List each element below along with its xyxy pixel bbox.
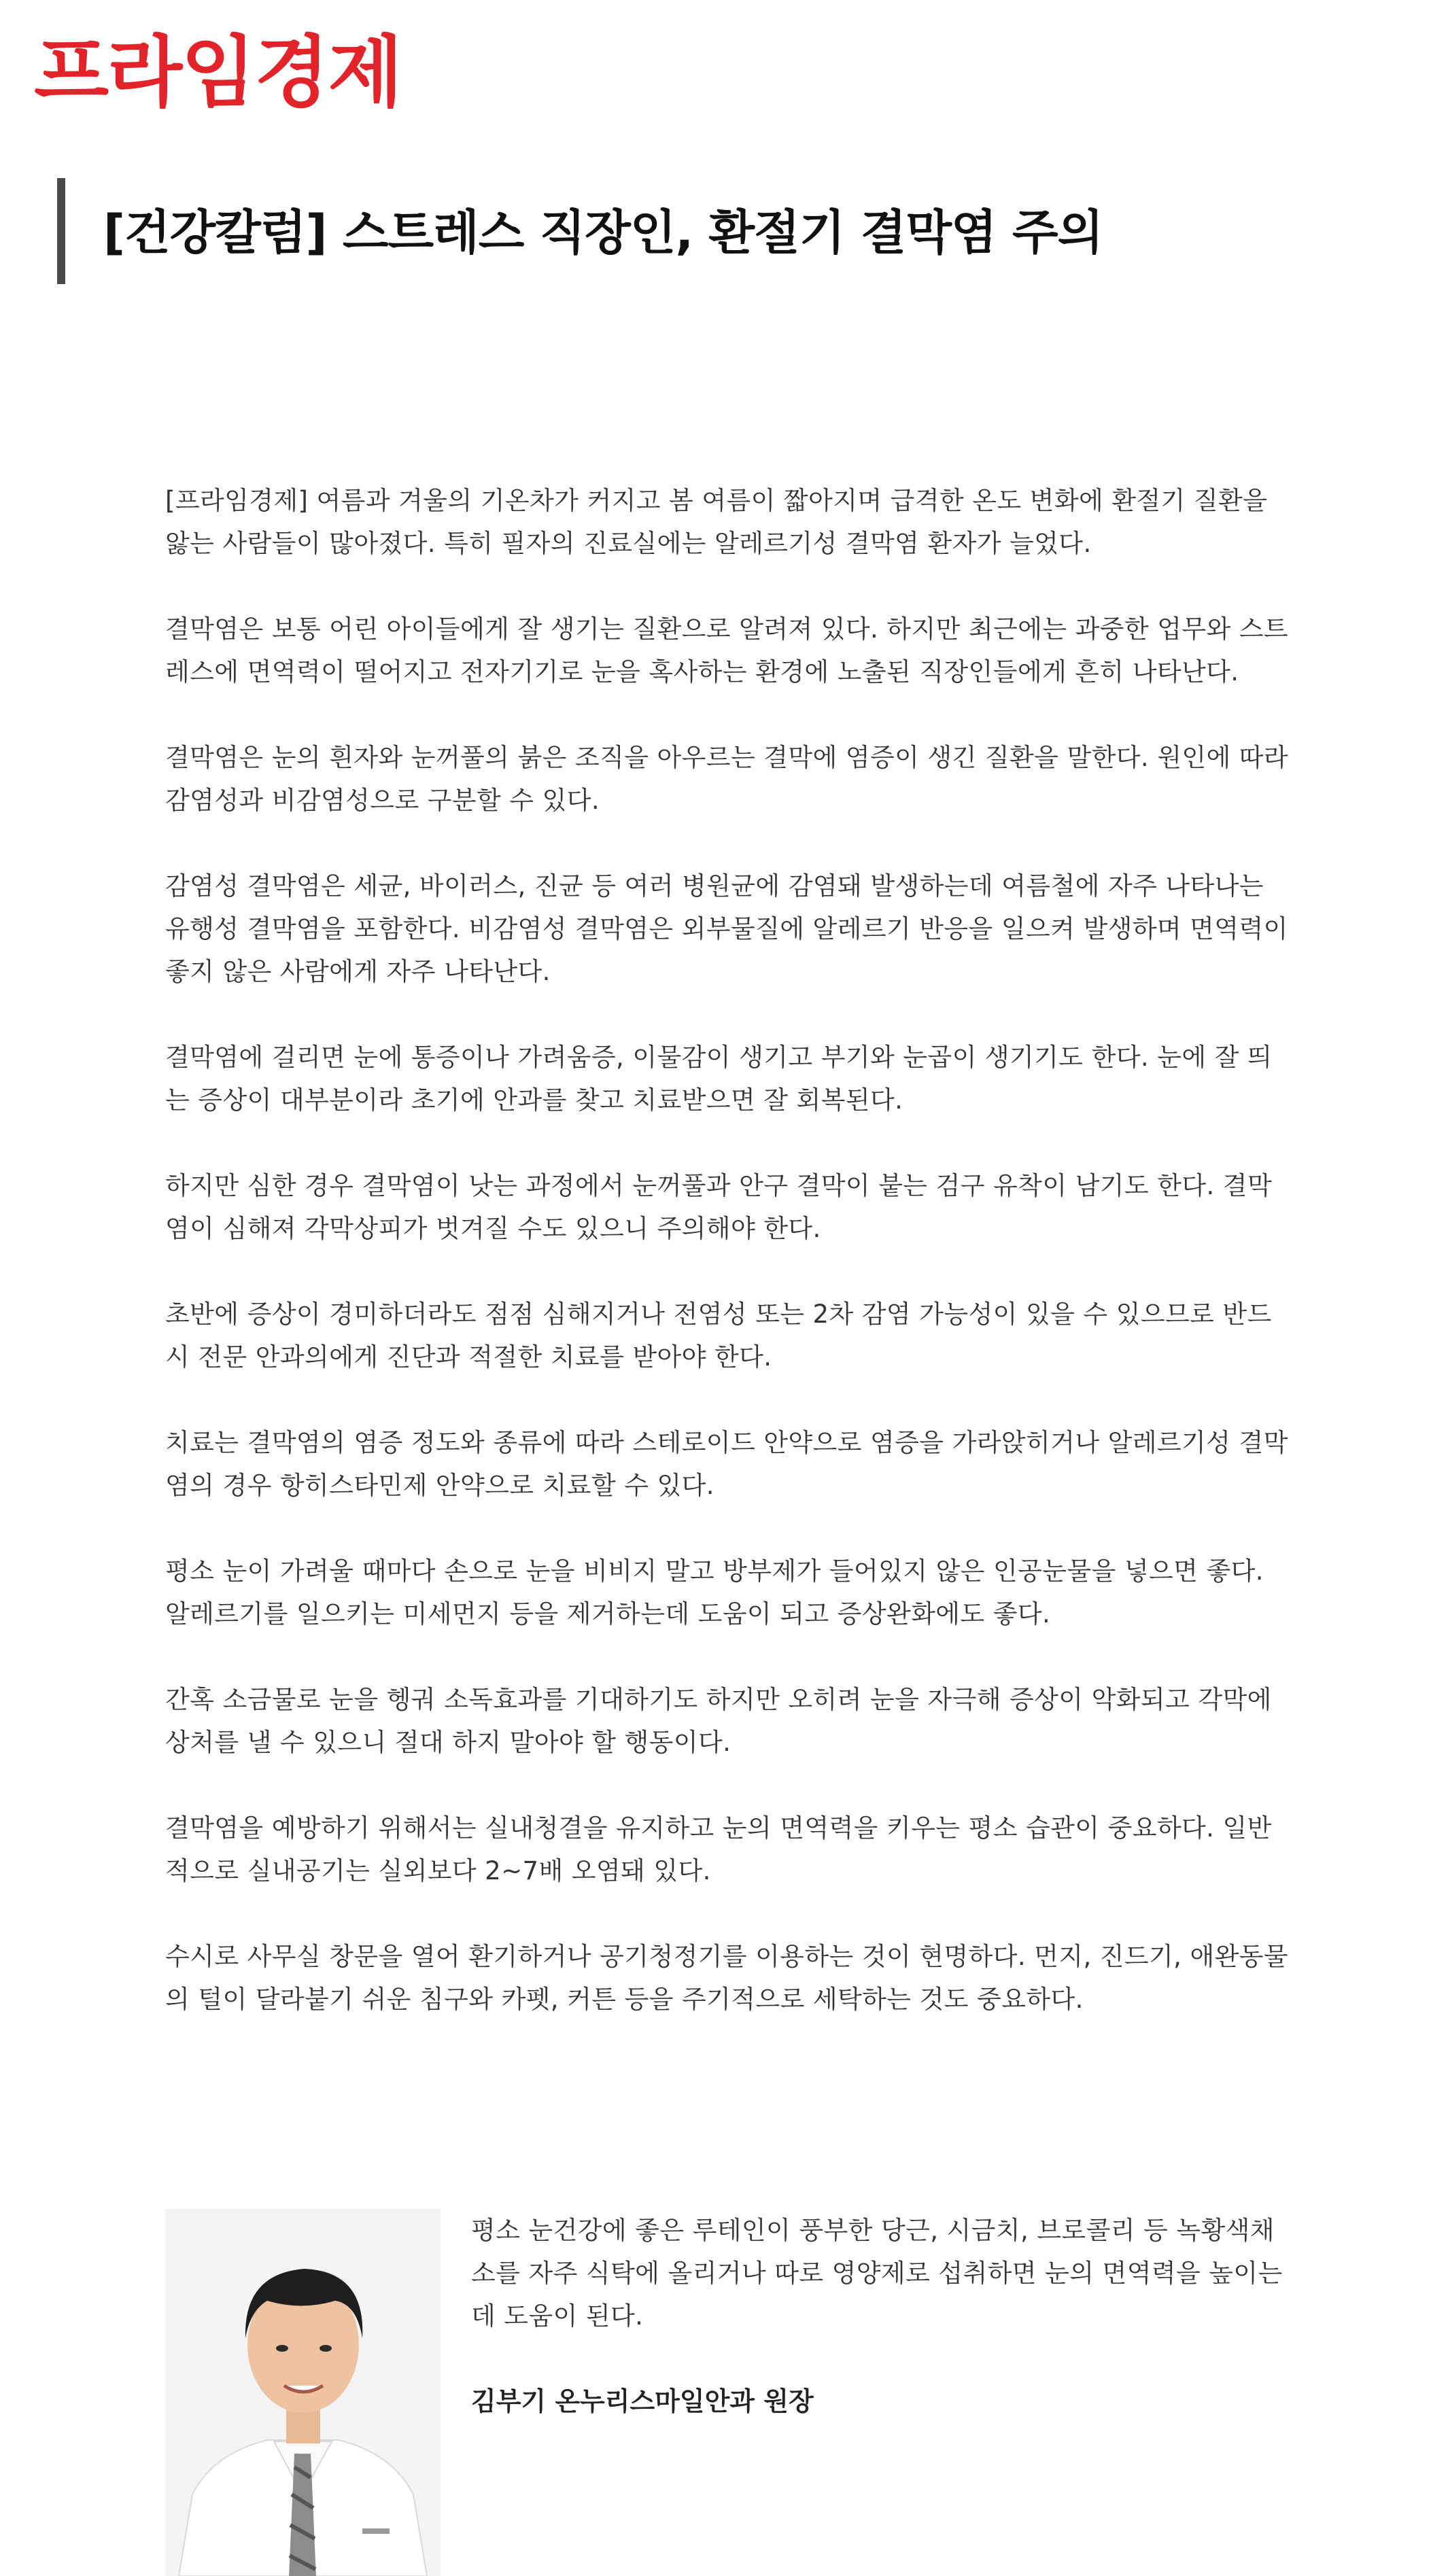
article-paragraph: 하지만 심한 경우 결막염이 낫는 과정에서 눈꺼풀과 안구 결막이 붙는 검구 유착이 남기도 한다. 결막염이 심해져 각막상피가 벗겨질 수도 있으니 주의해야 한다. [165,1171,1273,1243]
article-title-block [57,178,1398,284]
article-paragraph: [프라임경제] 여름과 겨울의 기온차가 커지고 봄 여름이 짧아지며 급격한 온도 변화에 환절기 질환을 앓는 사람들이 많아졌다. 특히 필자의 진료실에는 알레르기성 결막염 환자가 늘었다. [165,486,1268,558]
article-paragraph: 결막염은 눈의 흰자와 눈꺼풀의 붉은 조직을 아우르는 결막에 염증이 생긴 질환을 말한다. 원인에 따라 감염성과 비감염성으로 구분할 수 있다. [165,743,1289,815]
author-block [165,2209,1294,2501]
author-portrait-image [165,2209,441,2576]
closing-paragraph: 평소 눈건강에 좋은 루테인이 풍부한 당근, 시금치, 브로콜리 등 녹황색채소를 자주 식탁에 올리거나 따로 영양제로 섭취하면 눈의 면역력을 높이는데 도움이 된다. [471,2216,1283,2331]
author-portrait [165,2209,441,2576]
article-title: [건강칼럼] 스트레스 직장인, 환절기 결막염 주의 [103,205,1103,260]
author-byline: 김부기 온누리스마일안과 원장 [471,2386,814,2416]
article-paragraph: 평소 눈이 가려울 때마다 손으로 눈을 비비지 말고 방부제가 들어있지 않은 인공눈물을 넣으면 좋다. 알레르기를 일으키는 미세먼지 등을 제거하는데 도움이 되고 증상완화에도 좋다. [165,1556,1264,1629]
site-logo[interactable] [34,29,503,117]
article-paragraph: 감염성 결막염은 세균, 바이러스, 진균 등 여러 병원균에 감염돼 발생하는데 여름철에 자주 나타나는 유행성 결막염을 포함한다. 비감염성 결막염은 외부물질에 알레르기 반응을 일으켜 발생하며 면역력이 좋지 않은 사람에게 자주 나타난다. [165,871,1288,986]
article-paragraph: 결막염을 예방하기 위해서는 실내청결을 유지하고 눈의 면역력을 키우는 평소 습관이 중요하다. 일반적으로 실내공기는 실외보다 2~7배 오염돼 있다. [165,1813,1272,1885]
site-logo-text: 프라임경제 [34,27,402,118]
author-text [471,2209,1294,2423]
article-paragraph: 결막염은 보통 어린 아이들에게 잘 생기는 질환으로 알려져 있다. 하지만 최근에는 과중한 업무와 스트레스에 면역력이 떨어지고 전자기기로 눈을 혹사하는 환경에 노출된 직장인들에게 흔히 나타난다. [165,614,1289,686]
article-paragraph: 수시로 사무실 창문을 열어 환기하거나 공기청정기를 이용하는 것이 현명하다. 먼지, 진드기, 애완동물의 털이 달라붙기 쉬운 침구와 카펫, 커튼 등을 주기적으로 세탁하는 것도 중요하다. [165,1942,1289,2014]
article-paragraph: 초반에 증상이 경미하더라도 점점 심해지거나 전염성 또는 2차 감염 가능성이 있을 수 있으므로 반드시 전문 안과의에게 진단과 적절한 치료를 받아야 한다. [165,1300,1272,1372]
article-paragraph: 결막염에 걸리면 눈에 통증이나 가려움증, 이물감이 생기고 부기와 눈곱이 생기기도 한다. 눈에 잘 띄는 증상이 대부분이라 초기에 안과를 찾고 치료받으면 잘 회복된다. [165,1043,1273,1115]
article-paragraph: 간혹 소금물로 눈을 헹궈 소독효과를 기대하기도 하지만 오히려 눈을 자극해 증상이 악화되고 각막에 상처를 낼 수 있으니 절대 하지 말아야 할 행동이다. [165,1685,1272,1757]
article-paragraph: 치료는 결막염의 염증 정도와 종류에 따라 스테로이드 안약으로 염증을 가라앉히거나 알레르기성 결막염의 경우 항히스타민제 안약으로 치료할 수 있다. [165,1428,1288,1500]
article-body [165,479,1294,2064]
